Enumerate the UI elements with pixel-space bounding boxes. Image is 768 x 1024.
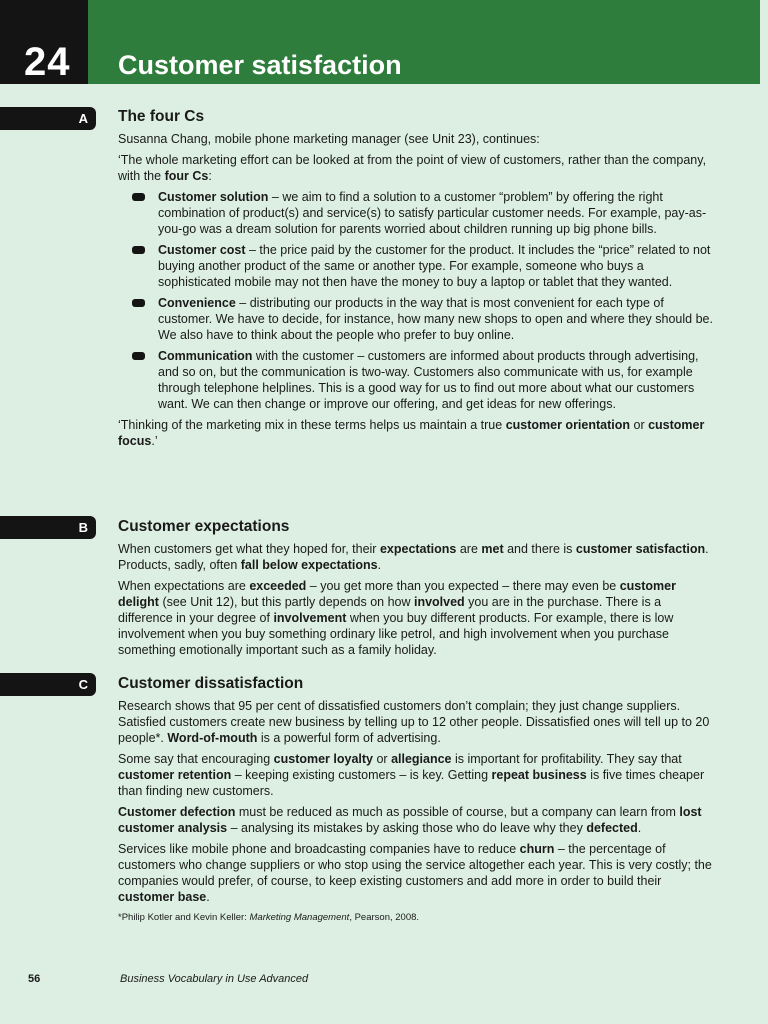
list-item: Customer cost – the price paid by the customer for the product. It includes the “price” related to not buying another product of the same or another type. For example, someone who buys a sophisticated mobile may not then have the money to buy a laptop or tablet that they wanted.: [118, 242, 718, 290]
bullet-icon: [132, 299, 145, 307]
section-c-title: Customer dissatisfaction: [118, 675, 304, 692]
page-number: 56: [28, 973, 41, 985]
section-a-tab: A: [0, 107, 96, 130]
section-c-paragraph: Some say that encouraging customer loyalty or allegiance is important for profitability. They say that customer retention – keeping existing customers – is key. Getting repeat business is five times cheaper than finding new customers.: [118, 752, 705, 798]
section-a-intro: Susanna Chang, mobile phone marketing manager (see Unit 23), continues:: [118, 132, 540, 146]
list-item: Communication with the customer – customers are informed about products through advertising, and so on, but the communication is two-way. Customers also communicate with us, for example through telephone helplines. This is a good way for us to find out more about what our customers want. We can then change or improve our offering, and get ideas for new offerings.: [118, 348, 718, 412]
section-a-closing: ‘Thinking of the marketing mix in these terms helps us maintain a true customer orientation or customer focus.’: [118, 418, 705, 448]
book-title: Business Vocabulary in Use Advanced: [120, 973, 309, 985]
section-a-lead: ‘The whole marketing effort can be looked at from the point of view of customers, rather than the company, with the four Cs:: [118, 153, 707, 183]
section-b-title: Customer expectations: [118, 518, 290, 535]
unit-number: 24: [24, 40, 71, 84]
bullet-icon: [132, 352, 145, 360]
bullet-icon: [132, 246, 145, 254]
section-b-paragraph: When expectations are exceeded – you get more than you expected – there may even be customer delight (see Unit 12), but this partly depends on how involved you are in the purchase. There is a difference in your degree of involvement when you buy different products. For example, there is low involvement when you buy something ordinary like petrol, and high involvement when you purchase something emotionally important such as a family holiday.: [118, 579, 676, 657]
list-item: Convenience – distributing our products in the way that is most convenient for each type of customer. We have to decide, for instance, how many new shops to open and where they should be. We also have to think about the people who prefer to buy online.: [118, 295, 718, 343]
section-a-body: [118, 131, 718, 454]
bullet-icon: [132, 193, 145, 201]
unit-number-box: [0, 0, 88, 84]
list-item: Customer solution – we aim to find a solution to a customer “problem” by offering the right combination of product(s) and service(s) to satisfy particular customer needs. For example, pay-as-you-go was a dream solution for parents worried about children running up big phone bills.: [118, 189, 718, 237]
section-b-tab: B: [0, 516, 96, 539]
footnote: *Philip Kotler and Kevin Keller: Marketing Management, Pearson, 2008.: [118, 912, 420, 923]
section-c-paragraph: Customer defection must be reduced as much as possible of course, but a company can learn from lost customer analysis – analysing its mistakes by asking those who do leave why they defected.: [118, 805, 702, 835]
section-c-paragraph: Services like mobile phone and broadcasting companies have to reduce churn – the percentage of customers who change suppliers or who stop using the service altogether each year. This is very costly; the companies would prefer, of course, to keep existing customers and add more in order to build their customer base.: [118, 842, 712, 904]
section-b-paragraph: When customers get what they hoped for, their expectations are met and there is customer satisfaction. Products, sadly, often fall below expectations.: [118, 542, 709, 572]
unit-title: Customer satisfaction: [118, 50, 402, 80]
section-b-body: [118, 541, 718, 663]
section-c-tab: C: [0, 673, 96, 696]
four-cs-list: [118, 189, 718, 412]
section-c-paragraph: Research shows that 95 per cent of dissatisfied customers don’t complain; they just change suppliers. Satisfied customers create new business by telling up to 12 other people. Dissatisfied ones will tell up to 20 people*. Word-of-mouth is a powerful form of advertising.: [118, 699, 710, 745]
section-a-title: The four Cs: [118, 108, 205, 125]
section-c-body: [118, 698, 718, 931]
